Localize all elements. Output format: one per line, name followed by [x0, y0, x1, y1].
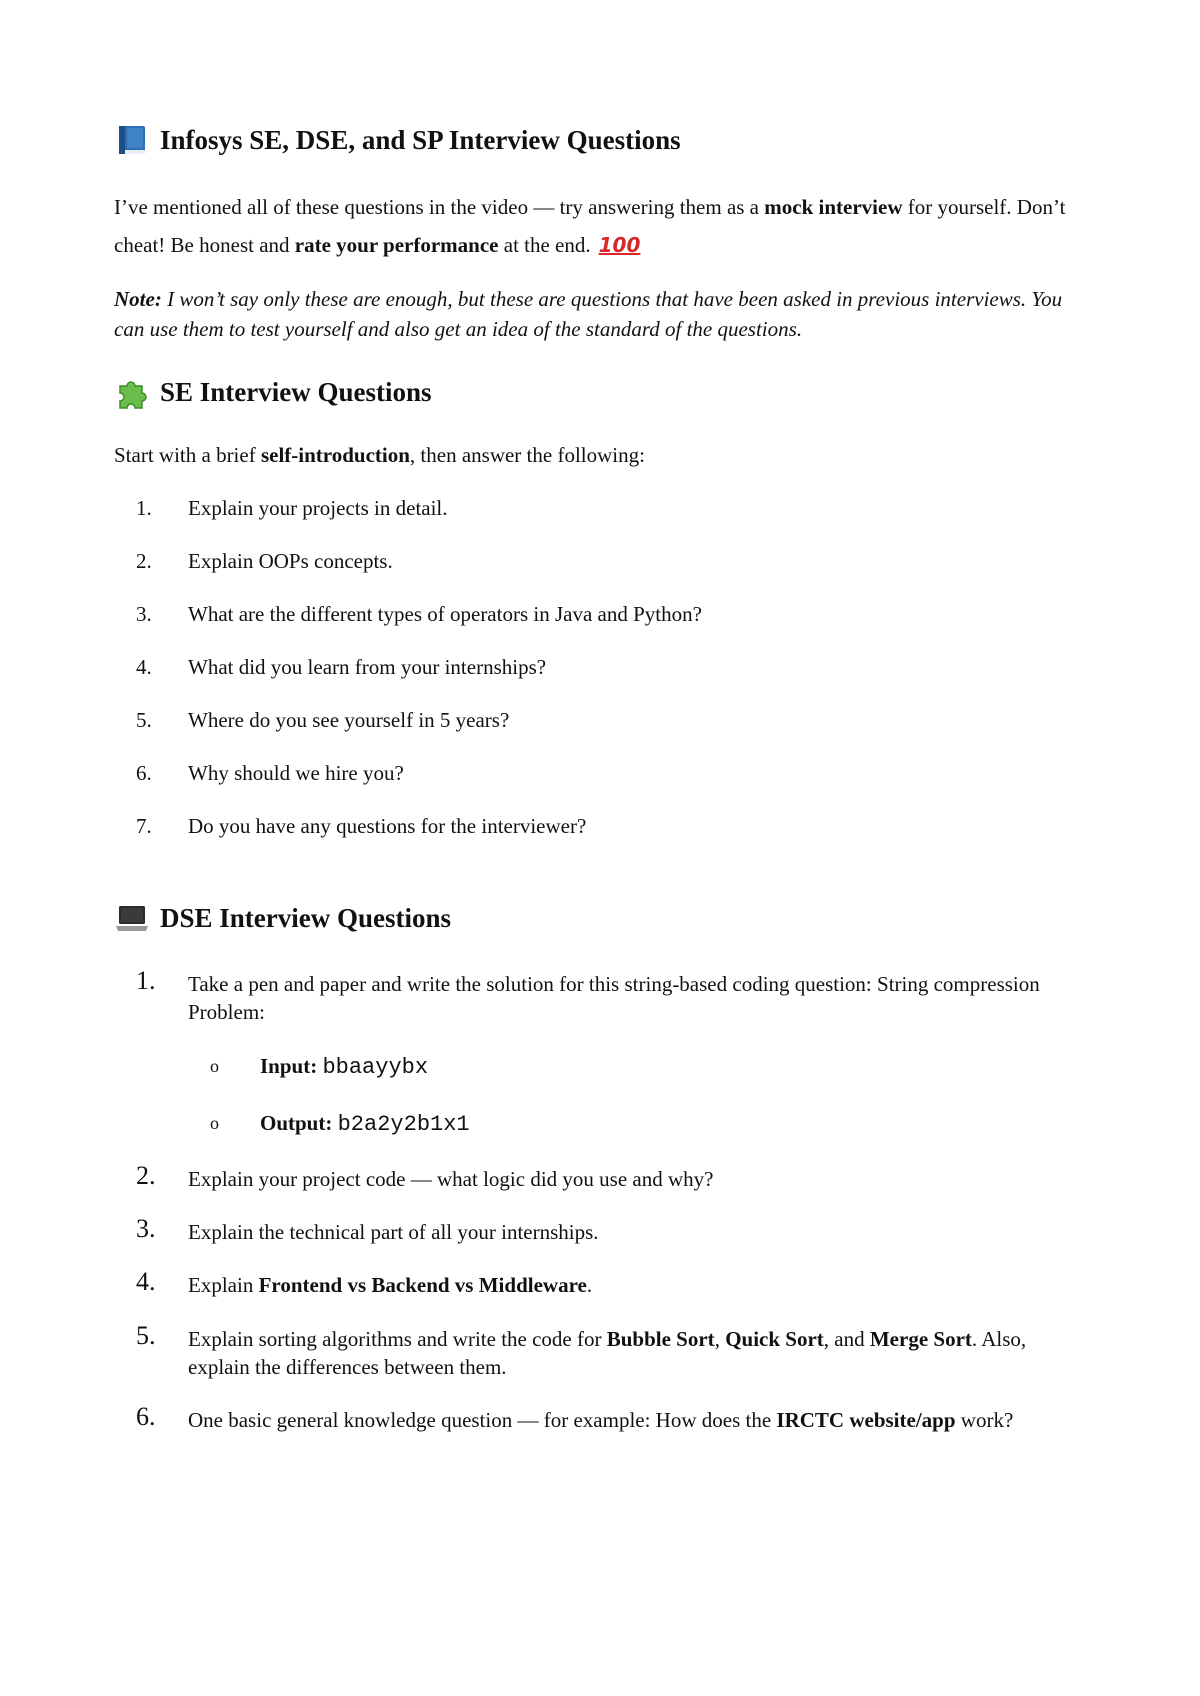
dse-heading-text: DSE Interview Questions [160, 903, 452, 933]
output-label: Output: [260, 1111, 333, 1135]
hundred-points-icon: 100 [598, 233, 641, 257]
list-text: Explain the technical part of all your internships. [188, 1220, 599, 1244]
list-text: Why should we hire you? [188, 761, 404, 785]
se-section-heading [114, 374, 432, 410]
list-text: Explain OOPs concepts. [188, 549, 393, 573]
list-number: 2. [136, 549, 152, 573]
list-number: 3. [136, 1214, 156, 1243]
list-text: Take a pen and paper and write the solution for this string-based coding question: String compression Problem: [188, 972, 1040, 1024]
se-lead [114, 436, 1074, 474]
se-lead-text-1: Start with a brief [114, 443, 261, 467]
list-text: Where do you see yourself in 5 years? [188, 708, 510, 732]
se-lead-bold: self-introduction [260, 443, 410, 467]
list-text: . Also, explain the differences between them. [188, 1327, 1027, 1379]
list-number: 4. [136, 1267, 156, 1296]
list-text: . [586, 1273, 593, 1297]
puzzle-piece-icon [114, 374, 150, 410]
intro-bold-mock-interview: mock interview [764, 195, 903, 219]
list-number: 1. [136, 966, 156, 995]
list-number: 2. [136, 1161, 156, 1190]
list-text-bold: Merge Sort [869, 1327, 972, 1351]
list-text-bold: IRCTC website/app [776, 1408, 956, 1432]
note-label: Note: [114, 287, 162, 311]
page-title [114, 122, 681, 158]
list-number: 5. [136, 708, 152, 732]
list-number: 6. [136, 761, 152, 785]
list-text: Explain sorting algorithms and write the code for [188, 1327, 607, 1351]
intro-text-2: for yourself. Don’t cheat! Be honest and [114, 195, 1066, 257]
dse-section-heading [114, 900, 451, 936]
list-text: What did you learn from your internships? [188, 655, 547, 679]
list-text: , and [823, 1327, 870, 1351]
input-value: bbaayybx [322, 1055, 429, 1080]
list-text: What are the different types of operators in Java and Python? [188, 602, 702, 626]
note-text: I won’t say only these are enough, but these are questions that have been asked in previous interviews. You can use them to test yourself and also get an idea of the standard of the questions. [114, 287, 1063, 341]
list-text: Do you have any questions for the interviewer? [188, 814, 587, 838]
page-title-text: Infosys SE, DSE, and SP Interview Questions [160, 125, 681, 155]
list-number: 7. [136, 814, 152, 838]
intro-bold-rate-performance: rate your performance [294, 233, 499, 257]
list-text-bold: Bubble Sort [606, 1327, 715, 1351]
intro-paragraph [114, 188, 1074, 264]
list-text: work? [955, 1408, 1014, 1432]
list-text: One basic general knowledge question — for example: How does the [188, 1408, 777, 1432]
output-value: b2a2y2b1x1 [337, 1112, 470, 1137]
list-text-bold: Frontend vs Backend vs Middleware [258, 1273, 587, 1297]
list-number: 3. [136, 602, 152, 626]
list-number: 6. [136, 1402, 156, 1431]
list-text: Explain [188, 1273, 259, 1297]
list-text-bold: Quick Sort [725, 1327, 824, 1351]
list-text: , [714, 1327, 726, 1351]
list-text: Explain your projects in detail. [188, 496, 448, 520]
laptop-icon [114, 900, 150, 936]
intro-text-3: at the end. [498, 233, 591, 257]
se-heading-text: SE Interview Questions [160, 377, 432, 407]
list-number: 4. [136, 655, 152, 679]
se-lead-text-2: , then answer the following: [409, 443, 645, 467]
sub-bullet: o [210, 1056, 219, 1076]
list-text: Explain your project code — what logic did you use and why? [188, 1167, 714, 1191]
note-paragraph [114, 284, 1074, 344]
blue-book-icon [114, 122, 150, 158]
list-number: 5. [136, 1321, 156, 1350]
intro-text-1: I’ve mentioned all of these questions in the video — try answering them as a [114, 195, 765, 219]
list-number: 1. [136, 496, 152, 520]
input-label: Input: [260, 1054, 318, 1078]
sub-bullet: o [210, 1113, 219, 1133]
